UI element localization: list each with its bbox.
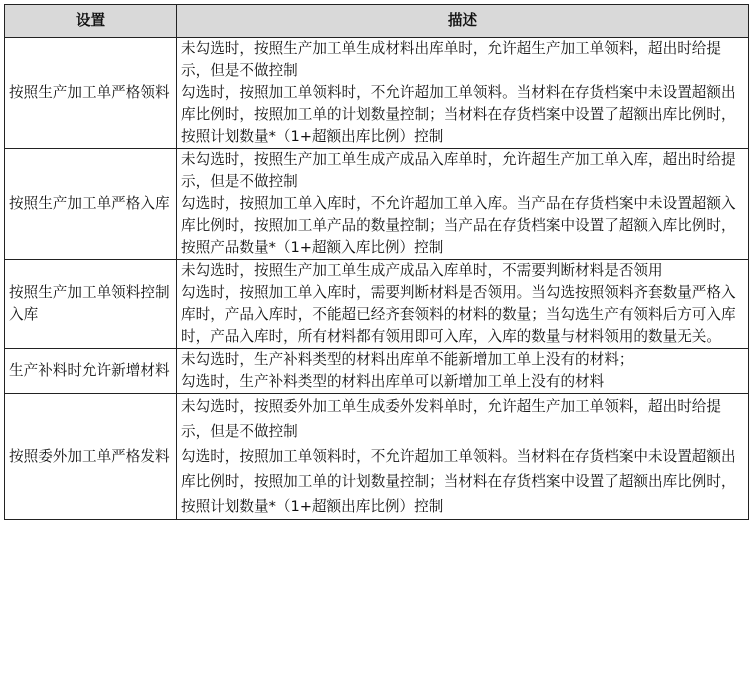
setting-name: 按照委外加工单严格发料 — [5, 394, 177, 520]
table-row — [5, 394, 749, 520]
description-checked: 勾选时，按照加工单入库时，需要判断材料是否领用。当勾选按照领料齐套数量严格入库时，产品入库时，不能超已经齐套领料的材料的数量；当勾选生产有领料后方可入库时，产品入库时，所有材料都有领用即可入库，入库的数量与材料领用的数量无关。 — [181, 284, 736, 345]
settings-document — [4, 4, 748, 520]
setting-description — [177, 260, 749, 349]
description-checked: 勾选时，生产补料类型的材料出库单可以新增加工单上没有的材料 — [181, 373, 605, 390]
settings-table — [4, 4, 749, 520]
table-row — [5, 349, 749, 394]
table-row — [5, 149, 749, 260]
description-checked: 勾选时，按照加工单领料时，不允许超加工单领料。当材料在存货档案中未设置超额出库比例时，按照加工单的计划数量控制；当材料在存货档案中设置了超额出库比例时，按照计划数量*（1+超额出库比例）控制 — [181, 448, 736, 515]
description-unchecked: 未勾选时，按照生产加工单生成产成品入库单时，不需要判断材料是否领用 — [181, 262, 663, 279]
description-checked: 勾选时，按照加工单入库时，不允许超加工单入库。当产品在存货档案中未设置超额入库比例时，按照加工单产品的数量控制；当产品在存货档案中设置了超额入库比例时，按照产品数量*（1+超额入库比例）控制 — [181, 195, 736, 256]
header-description: 描述 — [177, 5, 749, 38]
setting-name: 生产补料时允许新增材料 — [5, 349, 177, 394]
setting-description — [177, 394, 749, 520]
setting-description — [177, 149, 749, 260]
header-row — [5, 5, 749, 38]
header-setting: 设置 — [5, 5, 177, 38]
table-row — [5, 38, 749, 149]
description-unchecked: 未勾选时，生产补料类型的材料出库单不能新增加工单上没有的材料； — [181, 351, 634, 368]
description-checked: 勾选时，按照加工单领料时，不允许超加工单领料。当材料在存货档案中未设置超额出库比例时，按照加工单的计划数量控制；当材料在存货档案中设置了超额出库比例时，按照计划数量*（1+超额出库比例）控制 — [181, 84, 736, 145]
setting-name: 按照生产加工单严格领料 — [5, 38, 177, 149]
description-unchecked: 未勾选时，按照委外加工单生成委外发料单时，允许超生产加工单领料，超出时给提示，但是不做控制 — [181, 398, 721, 440]
description-unchecked: 未勾选时，按照生产加工单生成产成品入库单时，允许超生产加工单入库，超出时给提示，但是不做控制 — [181, 151, 736, 190]
setting-name: 按照生产加工单严格入库 — [5, 149, 177, 260]
setting-name: 按照生产加工单领料控制入库 — [5, 260, 177, 349]
setting-description — [177, 349, 749, 394]
description-unchecked: 未勾选时，按照生产加工单生成材料出库单时，允许超生产加工单领料，超出时给提示，但是不做控制 — [181, 40, 721, 79]
setting-description — [177, 38, 749, 149]
table-row — [5, 260, 749, 349]
